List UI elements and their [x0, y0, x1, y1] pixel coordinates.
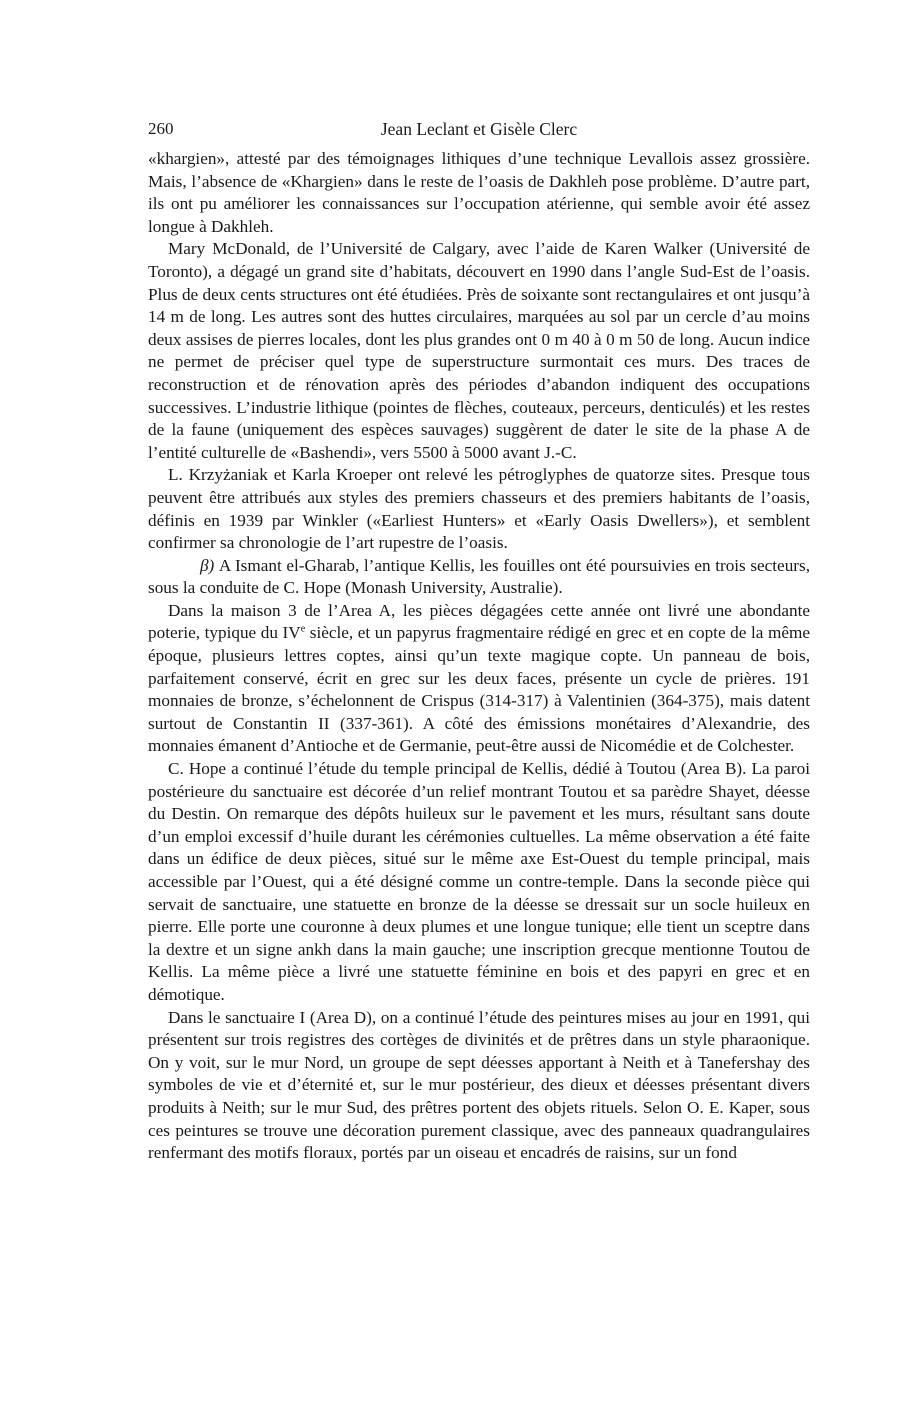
paragraph-1: «khargien», attesté par des témoignages lithiques d’une technique Levallois assez grossière. Mais, l’absence de «Khargien» dans le reste de l’oasis de Dakhleh pose problème. D’autre part, ils ont pu améliorer les connaissances sur l’occupation atérienne, qui semble avoir été assez longue à Dakhleh.	[148, 149, 810, 236]
page	[148, 112, 810, 1165]
paragraph-6: C. Hope a continué l’étude du temple principal de Kellis, dédié à Toutou (Area B). La paroi postérieure du sanctuaire est décorée d’un relief montrant Toutou et sa parèdre Shayet, déesse du Destin. On remarque des dépôts huileux sur le pavement et les murs, résultant sans doute d’un emploi excessif d’huile durant les cérémonies cultuelles. La même observation a été faite dans un édifice de deux pièces, situé sur le même axe Est-Ouest du temple principal, mais accessible par l’Ouest, qui a été désigné comme un contre-temple. Dans la seconde pièce qui servait de sanctuaire, une statuette en bronze de la déesse se dressait sur un socle huileux en pierre. Elle porte une couronne à deux plumes et une longue tunique; elle tient un sceptre dans la dextre et un signe ankh dans la main gauche; une inscription grecque mentionne Toutou de Kellis. La même pièce a livré une statuette féminine en bois et des papyri en grec et en démotique.	[148, 759, 810, 1004]
running-title: Jean Leclant et Gisèle Clerc	[380, 119, 578, 139]
paragraph-2: Mary McDonald, de l’Université de Calgary, avec l’aide de Karen Walker (Université de Toronto), a dégagé un grand site d’habitats, découvert en 1990 dans l’angle Sud-Est de l’oasis. Plus de deux cents structures ont été étudiées. Près de soixante sont rectangulaires et ont jusqu’à 14 m de long. Les autres sont des huttes circulaires, marquées au sol par un cercle d’au moins deux assises de pierres locales, dont les plus grandes ont 0 m 40 à 0 m 50 de long. Aucun indice ne permet de préciser quel type de superstructure surmontait ces murs. Des traces de reconstruction et de rénovation après des périodes d’abandon indiquent des occupations successives. L’industrie lithique (pointes de flèches, couteaux, perceurs, denticulés) et les restes de la faune (uniquement des espèces sauvages) suggèrent de dater le site de la phase A de l’entité culturelle de «Bashendi», vers 5500 à 5000 avant J.-C.	[148, 239, 810, 462]
paragraph-5-text-after: siècle, et un papyrus fragmentaire rédigé en grec et en copte de la même époque, plusieurs lettres coptes, ainsi qu’un texte magique copte. Un panneau de bois, parfaitement conservé, écrit en grec sur les deux faces, présente un cycle de prières. 191 monnaies de bronze, s’échelonnent de Crispus (314-317) à Valentinien (364-375), mais datent surtout de Constantin II (337-361). A côté des émissions monétaires d’Alexandrie, des monnaies émanent d’Antioche et de Germanie, peut-être aussi de Nicomédie et de Colchester.	[148, 623, 810, 756]
page-header	[148, 112, 810, 142]
section-marker-beta: β)	[200, 555, 215, 575]
paragraph-5-text-before: Dans la maison 3 de l’Area A, les pièces dégagées cette année ont livré une abondante poterie, typique du IV	[148, 600, 810, 643]
paragraph-4	[148, 555, 810, 600]
page-number: 260	[148, 119, 174, 138]
paragraph-7: Dans le sanctuaire I (Area D), on a continué l’étude des peintures mises au jour en 1991, qui présentent sur trois registres des cortèges de divinités et de prêtres dans un style pharaonique. On y voit, sur le mur Nord, un groupe de sept déesses apportant à Neith et à Tanefershay des symboles de vie et d’éternité et, sur le mur postérieur, des dieux et déesses présentant divers produits à Neith; sur le mur Sud, des prêtres portent des objets rituels. Selon O. E. Kaper, sous ces peintures se trouve une décoration purement classique, avec des panneaux quadrangulaires renfermant des motifs floraux, portés par un oiseau et encadrés de raisins, sur un fond	[148, 1007, 810, 1163]
superscript-e: e	[300, 623, 306, 635]
paragraph-4-text: A Ismant el-Gharab, l’antique Kellis, les fouilles ont été poursuivies en trois secteurs, sous la conduite de C. Hope (Monash University, Australie).	[148, 555, 810, 598]
paragraph-3: L. Krzyżaniak et Karla Kroeper ont relevé les pétroglyphes de quatorze sites. Presque tous peuvent être attribués aux styles des premiers chasseurs et des premiers habitants de l’oasis, définis en 1939 par Winkler («Earliest Hunters» et «Early Oasis Dwellers»), et semblent confirmer sa chronologie de l’art rupestre de l’oasis.	[148, 465, 810, 553]
paragraph-5	[148, 600, 810, 758]
